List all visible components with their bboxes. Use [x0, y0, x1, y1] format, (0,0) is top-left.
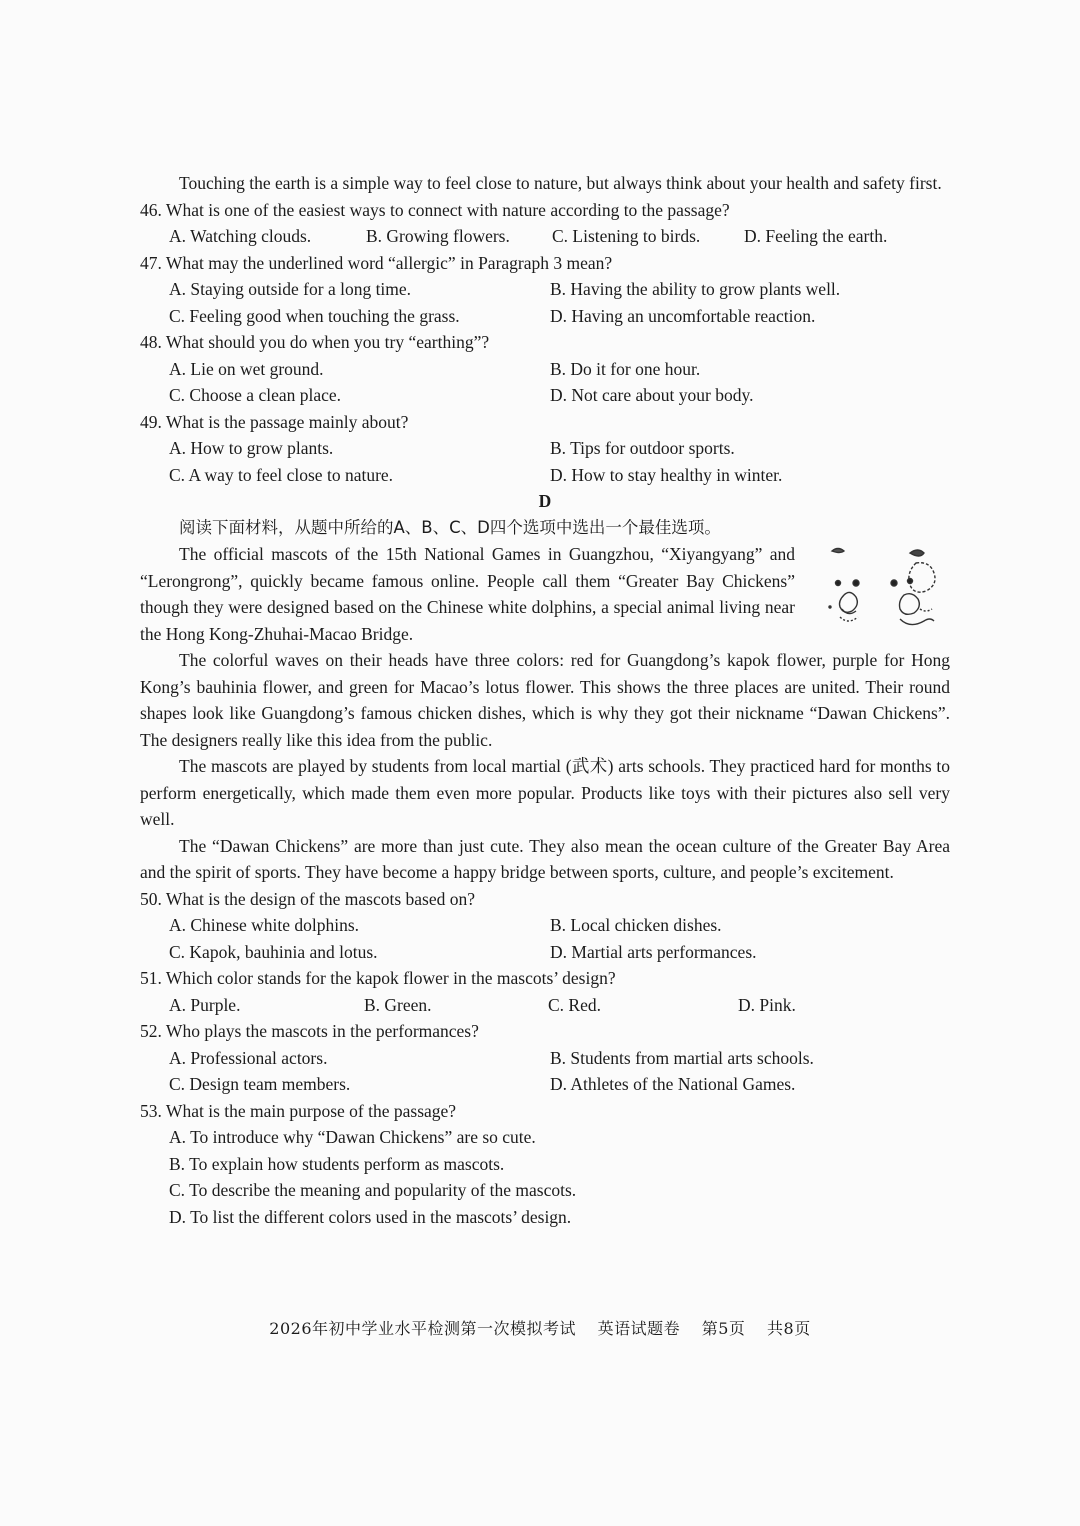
question-53-stem: 53. What is the main purpose of the passage?	[140, 1100, 457, 1121]
section-d-paragraph-4: The “Dawan Chickens” are more than just cute. They also mean the ocean culture of the Greater Bay Area and the spirit of sports. They have become a happy bridge between sports, culture, and people’s excitement.	[140, 835, 950, 882]
question-47-options-row2	[140, 303, 950, 330]
option-c[interactable]: C. Kapok, bauhinia and lotus.	[169, 941, 378, 962]
option-c[interactable]: C. Listening to birds.	[552, 226, 701, 246]
option-c[interactable]: C. Choose a clean place.	[169, 385, 342, 405]
option-a[interactable]: A. Purple.	[169, 994, 241, 1015]
option-c[interactable]: C. Design team members.	[169, 1074, 351, 1094]
question-49-options-row1	[140, 435, 950, 462]
option-a[interactable]: A. How to grow plants.	[169, 438, 334, 458]
option-d[interactable]: D. Martial arts performances.	[550, 941, 757, 962]
option-b[interactable]: B. Local chicken dishes.	[550, 915, 722, 935]
question-52-options-row1	[140, 1045, 950, 1072]
question-52-options-row2	[140, 1071, 950, 1098]
question-47-options-row1	[140, 276, 950, 303]
section-d-first-paragraph-block	[140, 541, 950, 647]
section-d-paragraph-1: The official mascots of the 15th National Games in Guangzhou, “Xiyangyang” and “Lerongrong”, quickly became famous online. People call them “Greater Bay Chickens” though they were designed based on the Chinese white dolphins, a special animal living near the Hong Kong-Zhuhai-Macao Bridge.	[140, 544, 795, 644]
option-b[interactable]: B. Growing flowers.	[366, 226, 510, 246]
option-d[interactable]: D. Feeling the earth.	[744, 226, 888, 246]
question-50-options-row1	[140, 912, 950, 939]
option-d[interactable]: D. Having an uncomfortable reaction.	[550, 305, 816, 326]
subject-label: 英语试题卷	[597, 1319, 681, 1338]
option-a[interactable]: A. To introduce why “Dawan Chickens” are so cute.	[169, 1127, 536, 1147]
section-d-heading: D	[538, 491, 552, 511]
option-c[interactable]: C. A way to feel close to nature.	[169, 464, 394, 485]
question-52-stem: 52. Who plays the mascots in the performances?	[140, 1021, 479, 1041]
section-d-paragraph-3: The mascots are played by students from local martial (武术) arts schools. They practiced hard for months to perform energetically, which made them even more popular. Products like toys with their pictures also sell very well.	[140, 756, 950, 829]
question-46-stem: 46. What is one of the easiest ways to connect with nature according to the passage?	[140, 199, 730, 220]
passage-c-last-paragraph: Touching the earth is a simple way to feel close to nature, but always think about your health and safety first.	[179, 173, 942, 193]
page-number: 第5页	[701, 1319, 746, 1338]
question-51-options	[140, 992, 950, 1019]
question-48-stem: 48. What should you do when you try “earthing”?	[140, 332, 490, 352]
option-a[interactable]: A. Staying outside for a long time.	[169, 279, 412, 299]
page-footer	[0, 1316, 1080, 1339]
question-49-stem: 49. What is the passage mainly about?	[140, 411, 409, 432]
option-c[interactable]: C. To describe the meaning and popularity of the mascots.	[169, 1180, 577, 1200]
section-d-paragraph-2: The colorful waves on their heads have three colors: red for Guangdong’s kapok flower, purple for Hong Kong’s bauhinia flower, and green for Macao’s lotus flower. This shows the three places are united. Their round shapes look like Guangdong’s famous chicken dishes, which is why they got their nickname “Dawan Chickens”. The designers really like this idea from the public.	[140, 650, 950, 750]
question-50-stem: 50. What is the design of the mascots based on?	[140, 888, 476, 909]
option-c[interactable]: C. Red.	[548, 994, 601, 1015]
option-a[interactable]: A. Professional actors.	[169, 1047, 328, 1068]
option-b[interactable]: B. Students from martial arts schools.	[550, 1047, 814, 1068]
option-b[interactable]: B. Having the ability to grow plants well.	[550, 279, 841, 299]
option-d[interactable]: D. Pink.	[738, 994, 796, 1015]
option-d[interactable]: D. Athletes of the National Games.	[550, 1074, 796, 1094]
question-50-options-row2	[140, 939, 950, 966]
option-d[interactable]: D. Not care about your body.	[550, 385, 754, 405]
option-a[interactable]: A. Chinese white dolphins.	[169, 915, 360, 935]
question-46-options	[140, 223, 950, 250]
total-pages: 共8页	[767, 1319, 811, 1338]
question-51-stem: 51. Which color stands for the kapok flower in the mascots’ design?	[140, 968, 616, 988]
mascot-illustration-icon	[824, 545, 942, 637]
question-48-options-row1	[140, 356, 950, 383]
question-48-options-row2	[140, 382, 950, 409]
question-49-options-row2	[140, 462, 950, 489]
option-a[interactable]: A. Lie on wet ground.	[169, 358, 324, 379]
option-b[interactable]: B. Tips for outdoor sports.	[550, 438, 735, 458]
exam-title: 2026年初中学业水平检测第一次模拟考试	[269, 1319, 577, 1338]
question-47-stem: 47. What may the underlined word “allergic” in Paragraph 3 mean?	[140, 252, 613, 273]
option-b[interactable]: B. Do it for one hour.	[550, 358, 701, 379]
option-a[interactable]: A. Watching clouds.	[169, 226, 312, 246]
option-d[interactable]: D. To list the different colors used in the mascots’ design.	[169, 1206, 572, 1227]
option-d[interactable]: D. How to stay healthy in winter.	[550, 464, 783, 485]
option-c[interactable]: C. Feeling good when touching the grass.	[169, 305, 460, 326]
section-d-instruction: 阅读下面材料，从题中所给的A、B、C、D四个选项中选出一个最佳选项。	[179, 517, 721, 537]
option-b[interactable]: B. Green.	[364, 994, 432, 1015]
option-b[interactable]: B. To explain how students perform as mascots.	[169, 1153, 505, 1174]
exam-page	[140, 170, 950, 1230]
